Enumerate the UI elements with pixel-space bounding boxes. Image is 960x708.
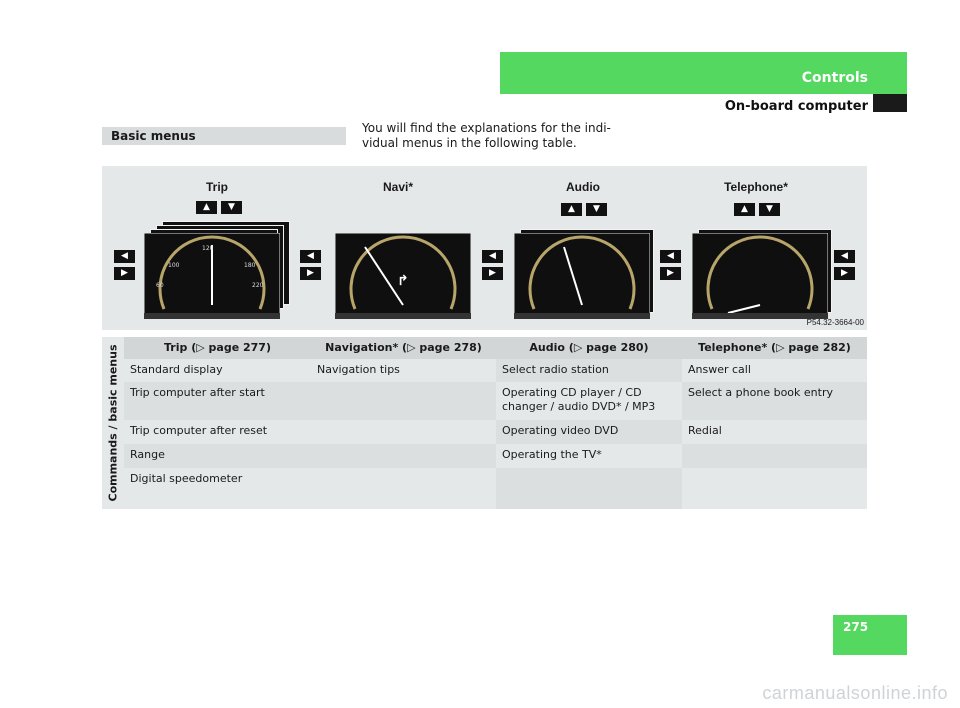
left-arrow-icon: ◀ — [114, 250, 135, 263]
navi-screen — [335, 233, 471, 319]
intro-text: You will find the explanations for the indi- vidual menus in the following table. — [362, 121, 611, 150]
table-cell: Operating the TV* — [496, 444, 682, 468]
basic-menus-heading: Basic menus — [102, 127, 346, 145]
right-arrow-icon: ▶ — [482, 267, 503, 280]
table-cell: Select radio station — [496, 359, 682, 382]
left-arrow-icon: ◀ — [660, 250, 681, 263]
table-cell — [496, 468, 682, 509]
table-cell: Standard display — [124, 359, 311, 382]
table-cell: Operating CD player / CD changer / audio DVD* / MP3 — [496, 382, 682, 420]
table-cell: Trip computer after reset — [124, 420, 311, 444]
table-cell: Range — [124, 444, 311, 468]
header-telephone: Telephone* (▷ page 282) — [682, 337, 867, 359]
figure-title-trip: Trip — [205, 180, 228, 194]
table-cell — [311, 444, 496, 468]
table-cell: Navigation tips — [311, 359, 496, 382]
telephone-screen — [692, 233, 828, 319]
gauge-number: 220 — [252, 282, 264, 289]
right-arrow-icon: ▶ — [300, 267, 321, 280]
side-label — [102, 337, 124, 509]
table-cell — [311, 382, 496, 420]
basic-menus-table — [102, 337, 867, 509]
up-arrow-icon: ▲ — [196, 201, 217, 214]
figure-title-navi: Navi* — [382, 180, 414, 194]
down-arrow-icon: ▼ — [759, 203, 780, 216]
table-cell — [682, 444, 867, 468]
figure-code: P54.32-3664-00 — [806, 318, 864, 327]
right-arrow-icon: ▶ — [660, 267, 681, 280]
watermark: carmanualsonline.info — [762, 683, 948, 703]
page-number: 275 — [843, 620, 869, 634]
header-black-tab — [873, 94, 907, 112]
audio-screen — [514, 233, 650, 319]
up-arrow-icon: ▲ — [561, 203, 582, 216]
down-arrow-icon: ▼ — [221, 201, 242, 214]
table-cell: Select a phone book entry — [682, 382, 867, 420]
header-navigation: Navigation* (▷ page 278) — [311, 337, 496, 359]
trip-screen — [144, 233, 280, 319]
side-label-text: Commands / basic menus — [106, 344, 120, 502]
table-cell — [311, 468, 496, 509]
menu-figure — [102, 166, 867, 330]
table-cell: Redial — [682, 420, 867, 444]
table-cell: Digital speedometer — [124, 468, 311, 509]
left-arrow-icon: ◀ — [834, 250, 855, 263]
header-trip: Trip (▷ page 277) — [124, 337, 311, 359]
table-cell — [682, 468, 867, 509]
right-arrow-icon: ▶ — [834, 267, 855, 280]
figure-title-audio: Audio — [566, 180, 600, 194]
svg-text:↱: ↱ — [397, 273, 409, 289]
figure-title-telephone: Telephone* — [724, 180, 788, 194]
header-audio: Audio (▷ page 280) — [496, 337, 682, 359]
up-arrow-icon: ▲ — [734, 203, 755, 216]
gauge-number: 120 — [202, 245, 214, 252]
table-cell — [311, 420, 496, 444]
gauge-number: 180 — [244, 262, 256, 269]
left-arrow-icon: ◀ — [482, 250, 503, 263]
section-title: Controls — [801, 70, 868, 86]
table-cell: Trip computer after start — [124, 382, 311, 420]
table-cell: Operating video DVD — [496, 420, 682, 444]
right-arrow-icon: ▶ — [114, 267, 135, 280]
table-cell: Answer call — [682, 359, 867, 382]
down-arrow-icon: ▼ — [586, 203, 607, 216]
gauge-number: 60 — [156, 282, 164, 289]
subsection-title: On-board computer — [724, 99, 868, 114]
left-arrow-icon: ◀ — [300, 250, 321, 263]
gauge-number: 100 — [168, 262, 180, 269]
